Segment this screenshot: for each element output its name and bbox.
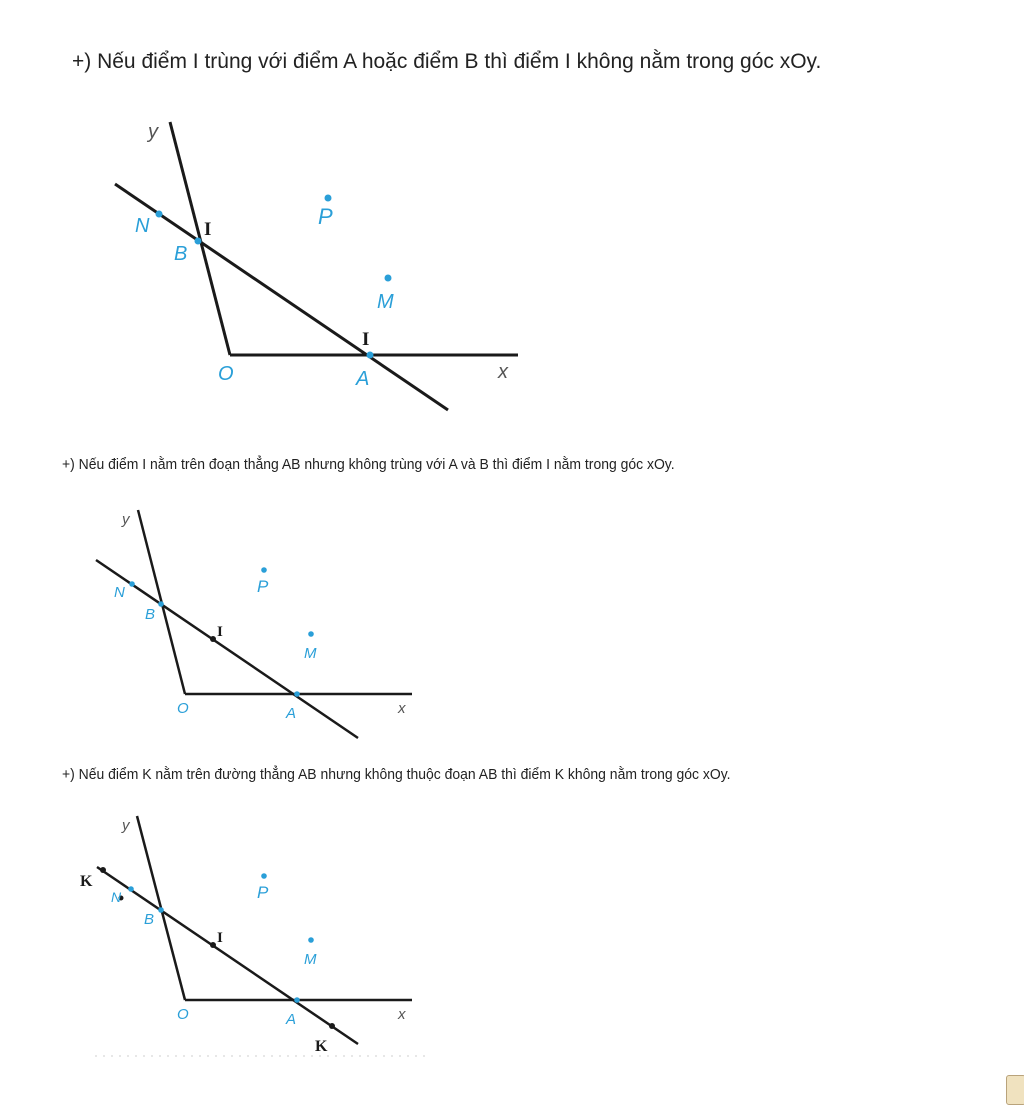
- point-p: [325, 195, 332, 202]
- label-p: P: [257, 577, 269, 596]
- figure-2: [0, 505, 440, 745]
- point-a: [294, 997, 300, 1003]
- label-y: y: [122, 817, 130, 834]
- label-i: I: [217, 624, 223, 640]
- label-i: I: [217, 930, 223, 946]
- label-b: B: [174, 243, 188, 265]
- point-a: [367, 352, 374, 359]
- label-m: M: [304, 645, 317, 662]
- line-ab: [96, 560, 358, 738]
- label-p: P: [257, 883, 269, 902]
- label-x: x: [498, 361, 508, 383]
- label-p: P: [318, 204, 333, 229]
- clipboard-icon[interactable]: [1006, 1075, 1024, 1105]
- point-p: [261, 567, 267, 573]
- label-a: A: [286, 1011, 297, 1028]
- label-y: y: [148, 121, 158, 143]
- point-n: [129, 581, 135, 587]
- label-n: N: [135, 215, 150, 237]
- point-n: [128, 886, 134, 892]
- label-x: x: [398, 700, 406, 717]
- line-ab: [115, 184, 448, 410]
- label-i-top: I: [204, 219, 212, 240]
- point-b: [158, 601, 164, 607]
- point-i: [210, 636, 216, 642]
- label-i-bottom: I: [362, 329, 370, 350]
- point-p: [261, 873, 267, 879]
- label-o: O: [177, 700, 189, 717]
- label-o: O: [177, 1006, 189, 1023]
- paragraph-case-segment: +) Nếu điểm I nằm trên đoạn thẳng AB nhưng không trùng với A và B thì điểm I nằm trong góc xOy.: [62, 456, 675, 473]
- label-a: A: [286, 705, 297, 722]
- label-k-top: K: [80, 873, 93, 890]
- label-b: B: [144, 911, 155, 928]
- point-b: [195, 238, 202, 245]
- paragraph-case-line: +) Nếu điểm K nằm trên đường thẳng AB nhưng không thuộc đoạn AB thì điểm K không nằm trong góc xOy.: [62, 766, 731, 783]
- point-m: [308, 937, 314, 943]
- figure-1: [0, 110, 560, 420]
- paragraph-case-endpoints: +) Nếu điểm I trùng với điểm A hoặc điểm B thì điểm I không nằm trong góc xOy.: [72, 50, 822, 73]
- point-n: [156, 211, 163, 218]
- label-y: y: [122, 511, 130, 528]
- point-m: [385, 275, 392, 282]
- label-n: N: [111, 889, 122, 905]
- point-k-bottom: [329, 1023, 335, 1029]
- label-b: B: [145, 606, 156, 623]
- label-n: N: [114, 584, 125, 601]
- label-o: O: [218, 363, 234, 385]
- figure-3: [0, 810, 440, 1065]
- label-m: M: [304, 951, 317, 968]
- point-b: [158, 907, 164, 913]
- label-m: M: [377, 291, 394, 313]
- point-k-top: [100, 867, 106, 873]
- line-ab: [97, 867, 358, 1044]
- label-x: x: [398, 1006, 406, 1023]
- point-i: [210, 942, 216, 948]
- point-a: [294, 691, 300, 697]
- label-a: A: [356, 368, 370, 390]
- label-k-bottom: K: [315, 1038, 328, 1055]
- point-m: [308, 631, 314, 637]
